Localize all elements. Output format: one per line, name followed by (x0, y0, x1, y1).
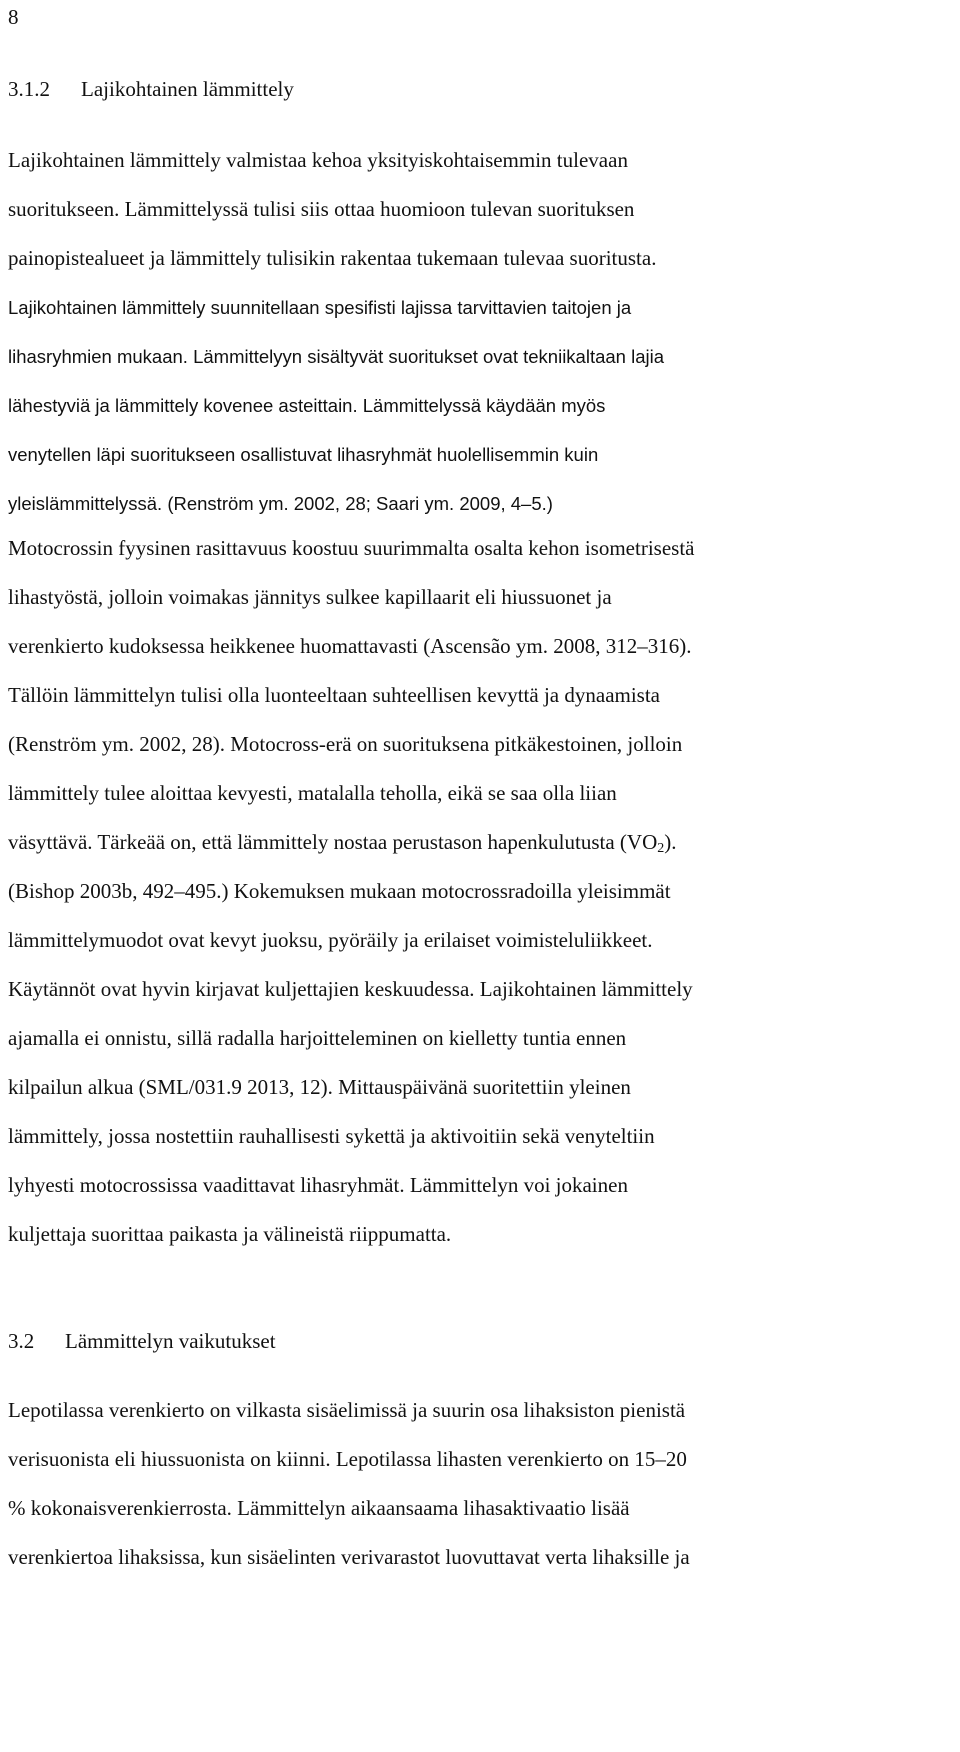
section-title: Lämmittelyn vaikutukset (65, 1329, 276, 1353)
paragraph-line: lihastyöstä, jolloin voimakas jännitys sulkee kapillaarit eli hiussuonet ja (8, 585, 612, 609)
paragraph-line: painopistealueet ja lämmittely tulisikin rakentaa tukemaan tulevaa suoritusta. (8, 246, 657, 270)
paragraph-line: verenkierto kudoksessa heikkenee huomattavasti (Ascensão ym. 2008, 312–316). (8, 634, 692, 658)
subscript: 2 (657, 841, 665, 856)
paragraph-line: venytellen läpi suoritukseen osallistuvat lihasryhmät huolellisemmin kuin (8, 444, 599, 465)
paragraph-line: suoritukseen. Lämmittelyssä tulisi siis ottaa huomioon tulevan suorituksen (8, 197, 635, 221)
paragraph-lepotilassa (8, 1386, 953, 1582)
paragraph-line: ajamalla ei onnistu, sillä radalla harjoitteleminen on kielletty tuntia ennen (8, 1026, 627, 1050)
paragraph-line: Käytännöt ovat hyvin kirjavat kuljettajien keskuudessa. Lajikohtainen lämmittely (8, 977, 693, 1001)
paragraph-line: Lepotilassa verenkierto on vilkasta sisäelimissä ja suurin osa lihaksiston pienistä (8, 1398, 686, 1422)
paragraph-line: lämmittely, jossa nostettiin rauhallisesti sykettä ja aktivoitiin sekä venyteltiin (8, 1124, 655, 1148)
paragraph-line: (Renström ym. 2002, 28). Motocross-erä on suorituksena pitkäkestoinen, jolloin (8, 732, 683, 756)
paragraph-lajikohtainen (8, 136, 953, 528)
section-number: 3.1.2 (8, 77, 50, 101)
paragraph-line (8, 818, 953, 867)
page-number: 8 (8, 5, 19, 29)
paragraph-line: verenkiertoa lihaksissa, kun sisäelinten verivarastot luovuttavat verta lihaksille ja (8, 1545, 690, 1569)
paragraph-line: (Bishop 2003b, 492–495.) Kokemuksen mukaan motocrossradoilla yleisimmät (8, 879, 671, 903)
paragraph-line: Lajikohtainen lämmittely suunnitellaan spesifisti lajissa tarvittavien taitojen ja (8, 297, 632, 318)
paragraph-line: lyhyesti motocrossissa vaadittavat lihasryhmät. Lämmittelyn voi jokainen (8, 1173, 628, 1197)
section-heading-3-2 (8, 1326, 276, 1356)
paragraph-line: Motocrossin fyysinen rasittavuus koostuu suurimmalta osalta kehon isometrisestä (8, 536, 695, 560)
paragraph-line: verisuonista eli hiussuonista on kiinni. Lepotilassa lihasten verenkierto on 15–20 (8, 1447, 687, 1471)
line-text: ). (664, 830, 677, 854)
paragraph-line: lämmittely tulee aloittaa kevyesti, matalalla teholla, eikä se saa olla liian (8, 781, 617, 805)
paragraph-line: kilpailun alkua (SML/031.9 2013, 12). Mittauspäivänä suoritettiin yleinen (8, 1075, 631, 1099)
section-heading-3-1-2 (8, 74, 294, 104)
paragraph-line: yleislämmittelyssä. (Renström ym. 2002, 28; Saari ym. 2009, 4–5.) (8, 493, 553, 514)
paragraph-line: lähestyviä ja lämmittely kovenee asteittain. Lämmittelyssä käydään myös (8, 395, 606, 416)
paragraph-line: % kokonaisverenkierrosta. Lämmittelyn aikaansaama lihasaktivaatio lisää (8, 1496, 630, 1520)
section-title: Lajikohtainen lämmittely (81, 77, 294, 101)
paragraph-line: lämmittelymuodot ovat kevyt juoksu, pyöräily ja erilaiset voimisteluliikkeet. (8, 928, 653, 952)
paragraph-line: lihasryhmien mukaan. Lämmittelyyn sisältyvät suoritukset ovat tekniikaltaan lajia (8, 346, 665, 367)
line-text: väsyttävä. Tärkeää on, että lämmittely nostaa perustason hapenkulutusta (VO (8, 830, 658, 854)
paragraph-line: Lajikohtainen lämmittely valmistaa kehoa yksityiskohtaisemmin tulevaan (8, 148, 628, 172)
section-number: 3.2 (8, 1329, 35, 1353)
paragraph-motocross (8, 524, 953, 1259)
paragraph-line: kuljettaja suorittaa paikasta ja välineistä riippumatta. (8, 1222, 452, 1246)
paragraph-line: Tällöin lämmittelyn tulisi olla luonteeltaan suhteellisen kevyttä ja dynaamista (8, 683, 661, 707)
